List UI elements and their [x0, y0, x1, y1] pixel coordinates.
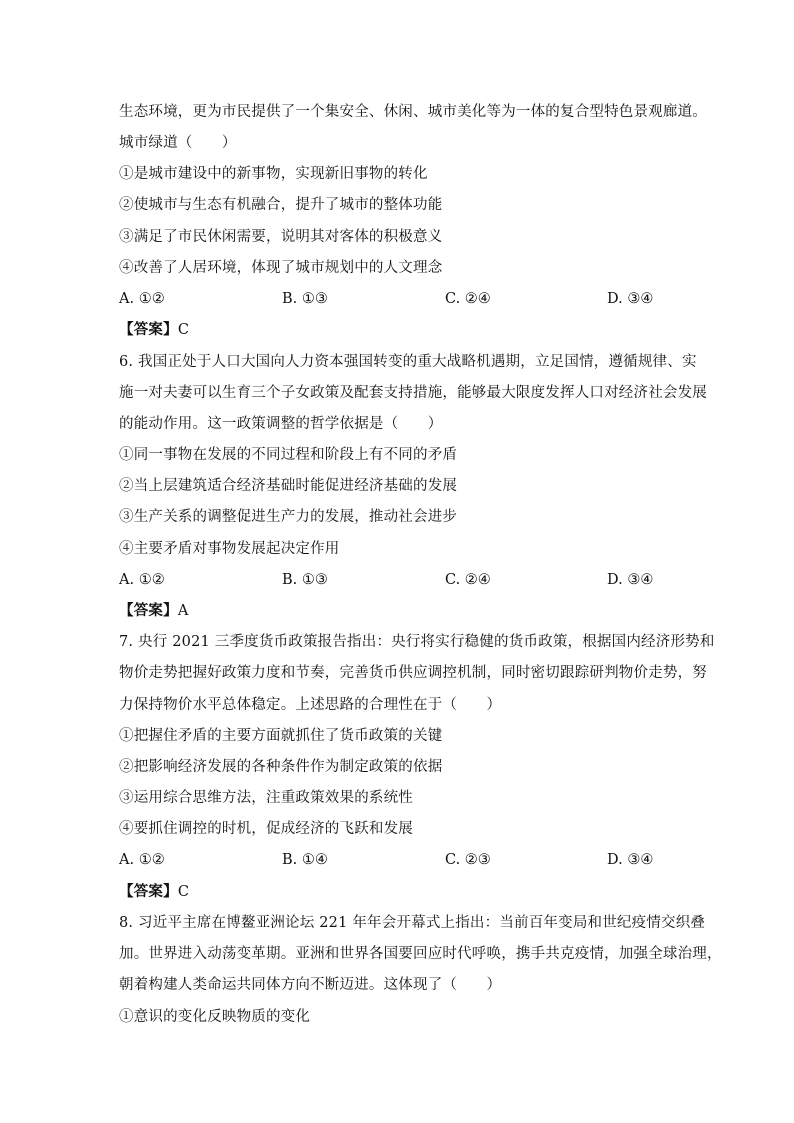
q5-item: ③满足了市民休闲需要，说明其对客体的积极意义	[119, 229, 443, 245]
option-b: B. ①③	[282, 291, 328, 307]
q6-item: ③生产关系的调整促进生产力的发展，推动社会进步	[119, 509, 458, 525]
q6-answer	[119, 601, 188, 621]
q5-options	[119, 289, 679, 309]
q6-stem-line: 的能动作用。这一政策调整的哲学依据是（ ）	[119, 416, 443, 432]
option-d: D. ③④	[607, 852, 654, 868]
q8-stem-line: 加。世界进入动荡变革期。亚洲和世界各国要回应时代呼唤，携手共克疫情，加强全球治理，	[119, 946, 722, 962]
q6-stem-line: 施一对夫妻可以生育三个子女政策及配套支持措施，能够最大限度发挥人口对经济社会发展	[119, 385, 707, 401]
q7-item: ②把影响经济发展的各种条件作为制定政策的依据	[119, 759, 443, 775]
q6-item: ①同一事物在发展的不同过程和阶段上有不同的矛盾	[119, 447, 458, 463]
q6-item: ④主要矛盾对事物发展起决定作用	[119, 541, 340, 557]
answer-value: C	[177, 322, 190, 338]
q5-item: ④改善了人居环境，体现了城市规划中的人文理念	[119, 260, 443, 276]
option-d: D. ③④	[607, 572, 654, 588]
option-b: B. ①③	[282, 572, 328, 588]
q5-item: ②使城市与生态有机融合，提升了城市的整体功能	[119, 197, 443, 213]
answer-value: A	[177, 603, 189, 619]
answer-label: 【答案】	[119, 883, 178, 900]
q8-stem-line: 8. 习近平主席在博鳌亚洲论坛 221 年年会开幕式上指出：当前百年变局和世纪疫情交织叠	[119, 915, 706, 931]
option-d: D. ③④	[607, 291, 654, 307]
option-c: C. ②③	[445, 852, 491, 868]
q8-stem-line: 朝着构建人类命运共同体方向不断迈进。这体现了（ ）	[119, 977, 502, 993]
q7-item: ①把握住矛盾的主要方面就抓住了货币政策的关键	[119, 728, 443, 744]
q6-options	[119, 570, 679, 590]
q7-stem-line: 力保持物价水平总体稳定。上述思路的合理性在于（ ）	[119, 697, 502, 713]
answer-value: C	[177, 884, 190, 900]
q5-item: ①是城市建设中的新事物，实现新旧事物的转化	[119, 166, 428, 182]
q7-stem-line: 物价走势把握好政策力度和节奏，完善货币供应调控机制，同时密切跟踪研判物价走势，努	[119, 665, 707, 681]
option-c: C. ②④	[445, 291, 491, 307]
option-c: C. ②④	[445, 572, 491, 588]
q7-item: ③运用综合思维方法，注重政策效果的系统性	[119, 790, 413, 806]
answer-label: 【答案】	[119, 321, 178, 338]
q7-item: ④要抓住调控的时机，促成经济的飞跃和发展	[119, 821, 413, 837]
q8-item: ①意识的变化反映物质的变化	[119, 1009, 311, 1025]
q7-answer	[119, 882, 189, 902]
q7-stem-line: 7. 央行 2021 三季度货币政策报告指出：央行将实行稳健的货币政策，根据国内经济形势和	[119, 634, 715, 650]
option-b: B. ①④	[282, 852, 328, 868]
q5-answer	[119, 320, 189, 340]
q5-stem-line: 生态环境，更为市民提供了一个集安全、休闲、城市美化等为一体的复合型特色景观廊道。	[119, 104, 707, 120]
q6-item: ②当上层建筑适合经济基础时能促进经济基础的发展	[119, 478, 458, 494]
answer-label: 【答案】	[119, 602, 178, 619]
option-a: A. ①②	[119, 572, 165, 588]
q6-stem-line: 6. 我国正处于人口大国向人力资本强国转变的重大战略机遇期，立足国情，遵循规律、实	[119, 354, 697, 370]
option-a: A. ①②	[119, 852, 165, 868]
option-a: A. ①②	[119, 291, 165, 307]
q7-options	[119, 850, 679, 870]
q5-stem-line: 城市绿道（ ）	[119, 135, 237, 151]
